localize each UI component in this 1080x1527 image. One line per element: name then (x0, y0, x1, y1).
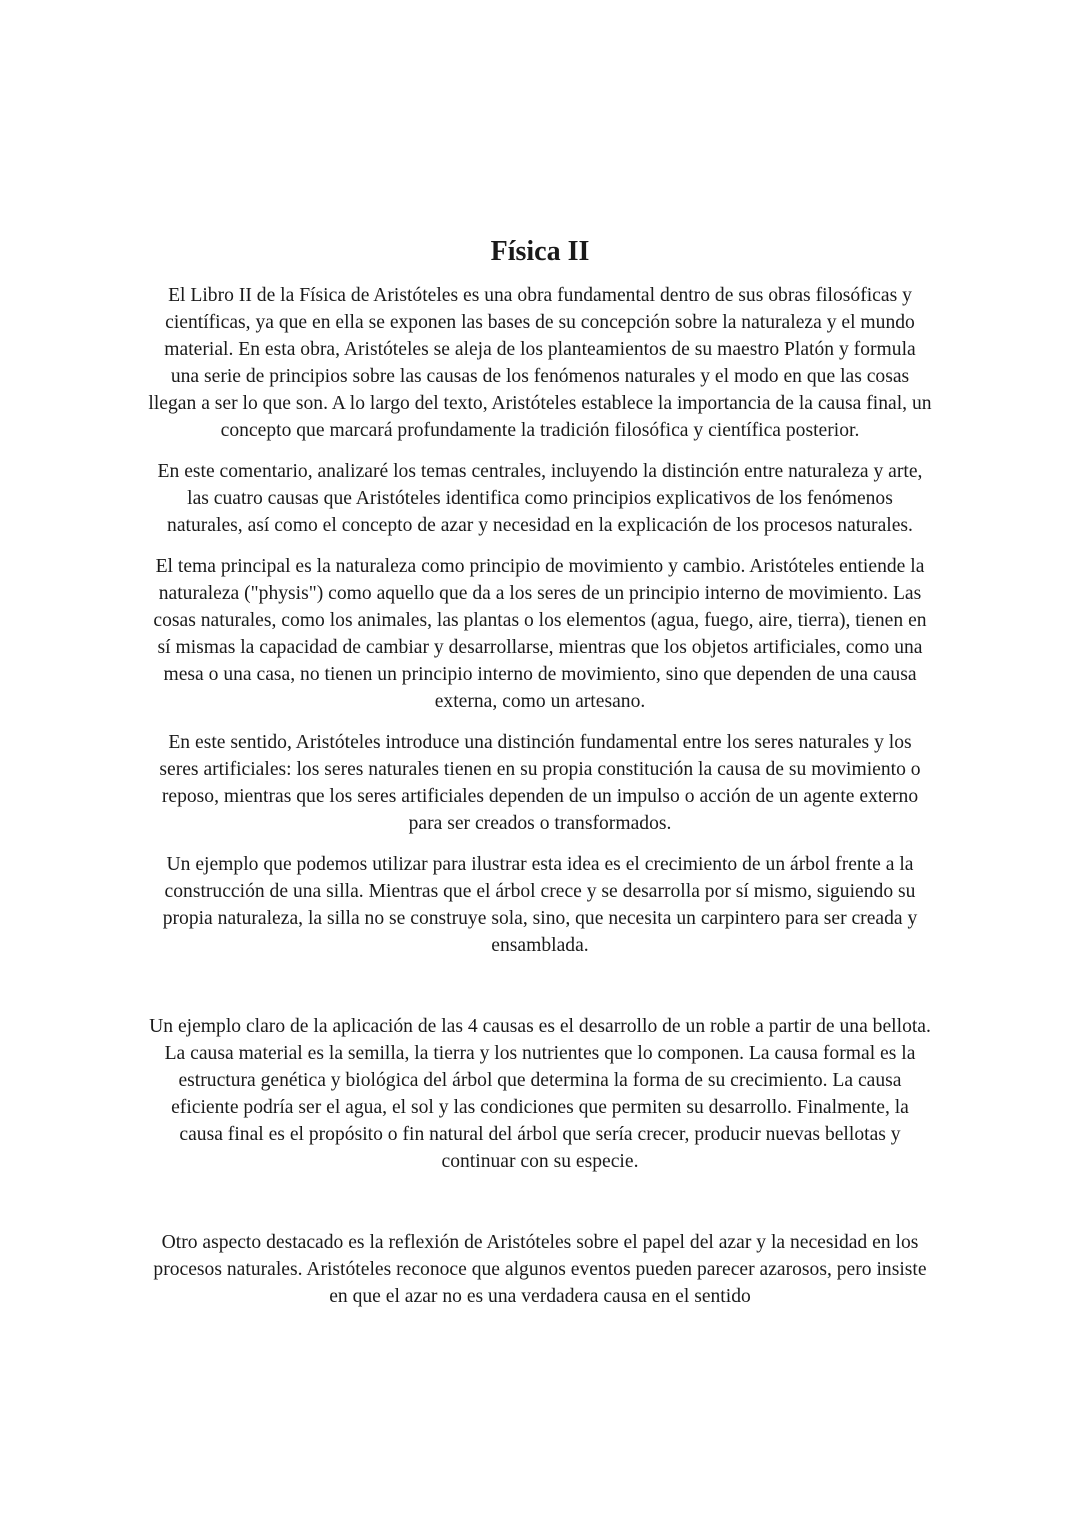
paragraph-tree-chair-example: Un ejemplo que podemos utilizar para ilustrar esta idea es el crecimiento de un árbol frente a la construcción de una silla. Mientras que el árbol crece y se desarrolla por sí mismo, siguiendo su propia naturaleza, la silla no se construye sola, sino, que necesita un carpintero para ser creada y ensamblada. (162, 854, 918, 956)
document-title: Física II (490, 236, 590, 267)
paragraph-natural-vs-artificial: En este sentido, Aristóteles introduce una distinción fundamental entre los seres naturales y los seres artificiales: los seres naturales tienen en su propia constitución la causa de su movimiento o reposo, mientras que los seres artificiales dependen de un impulso o acción de un agente externo para ser creados o transformados. (159, 732, 921, 834)
paragraph-nature-principle: El tema principal es la naturaleza como principio de movimiento y cambio. Aristóteles entiende la naturaleza ("physis") como aquello que da a los seres de un principio interno de movimiento. Las cosas naturales, como los animales, las plantas o los elementos (agua, fuego, aire, tierra), tienen en sí mismas la capacidad de cambiar y desarrollarse, mientras que los objetos artificiales, como una mesa o una casa, no tienen un principio interno de movimiento, sino que dependen de una causa externa, como un artesano. (153, 556, 927, 712)
paragraph-intro: El Libro II de la Física de Aristóteles es una obra fundamental dentro de sus obras filosóficas y científicas, ya que en ella se exponen las bases de su concepción sobre la naturaleza y el mundo material. En esta obra, Aristóteles se aleja de los planteamientos de su maestro Platón y formula una serie de principios sobre las causas de los fenómenos naturales y el modo en que las cosas llegan a ser lo que son. A lo largo del texto, Aristóteles establece la importancia de la causa final, un concepto que marcará profundamente la tradición filosófica y científica posterior. (148, 285, 932, 441)
paragraph-four-causes-example: Un ejemplo claro de la aplicación de las 4 causas es el desarrollo de un roble a partir de una bellota. La causa material es la semilla, la tierra y los nutrientes que lo componen. La causa formal es la estructura genética y biológica del árbol que determina la forma de su crecimiento. La causa eficiente podría ser el agua, el sol y las condiciones que permiten su desarrollo. Finalmente, la causa final es el propósito o fin natural del árbol que sería crecer, producir nuevas bellotas y continuar con su especie. (149, 1016, 931, 1172)
document-body (148, 232, 932, 1324)
paragraph-commentary-scope: En este comentario, analizaré los temas centrales, incluyendo la distinción entre naturaleza y arte, las cuatro causas que Aristóteles identifica como principios explicativos de los fenómenos naturales, así como el concepto de azar y necesidad en la explicación de los procesos naturales. (157, 461, 923, 536)
paragraph-chance-necessity: Otro aspecto destacado es la reflexión de Aristóteles sobre el papel del azar y la necesidad en los procesos naturales. Aristóteles reconoce que algunos eventos pueden parecer azarosos, pero insiste en que el azar no es una verdadera causa en el sentido (153, 1232, 927, 1307)
